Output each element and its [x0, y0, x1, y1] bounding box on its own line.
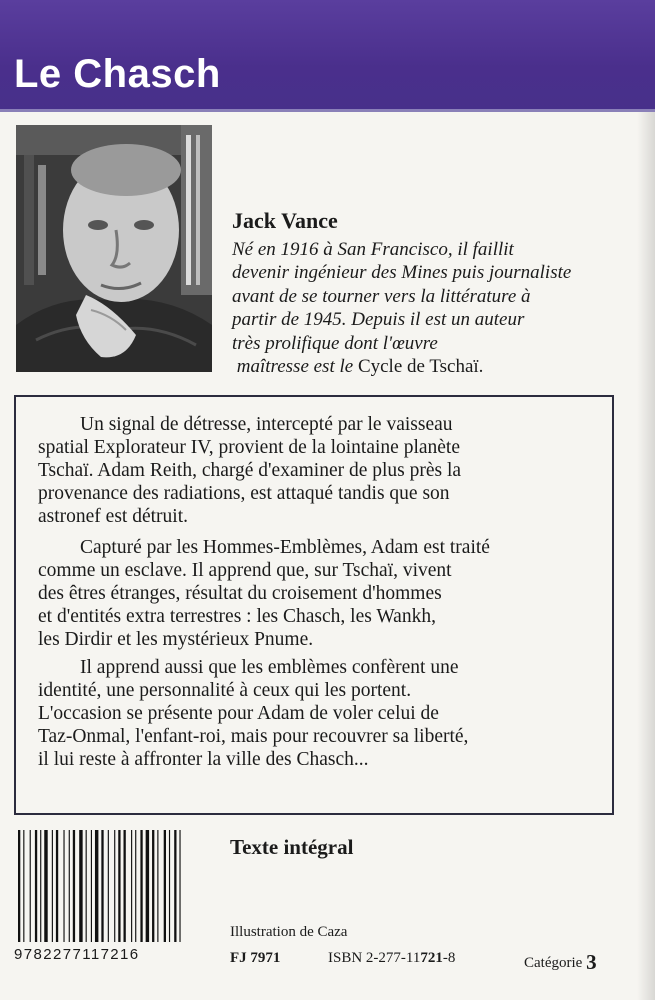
summary-line: identité, une personnalité à ceux qui les portent. [38, 680, 412, 701]
barcode-bar [152, 830, 154, 942]
summary-line: astronef est détruit. [38, 506, 188, 527]
category-value: 3 [586, 950, 597, 974]
barcode [16, 830, 204, 948]
summary-line: il lui reste à affronter la ville des Chasch... [38, 749, 369, 770]
barcode-bar [124, 830, 126, 942]
summary-line: Un signal de détresse, intercepté par le vaisseau [80, 414, 453, 435]
bio-line: devenir ingénieur des Mines puis journaliste [232, 262, 572, 284]
isbn-prefix: ISBN 2-277-11 [328, 950, 421, 966]
barcode-bar [79, 830, 82, 942]
barcode-bar [114, 830, 115, 942]
cycle-title: Cycle de Tschaï. [357, 356, 484, 378]
summary-paragraph-2 [38, 536, 600, 651]
barcode-bar [44, 830, 47, 942]
barcode-bar [135, 830, 136, 942]
barcode-bar [174, 830, 176, 942]
bio-line: très prolifique dont l'œuvre [232, 332, 438, 354]
summary-paragraph-3 [38, 656, 600, 771]
book-title: Le Chasch [14, 52, 221, 96]
illustration-credit: Illustration de Caza [230, 924, 348, 940]
barcode-bar [35, 830, 37, 942]
page-shadow [637, 112, 655, 1000]
summary-line: comme un esclave. Il apprend que, sur Tschaï, vivent [38, 560, 452, 581]
barcode-bar [18, 830, 20, 942]
isbn-suffix: -8 [442, 950, 456, 966]
summary-line: L'occasion se présente pour Adam de voler celui de [38, 703, 439, 724]
summary-line: Il apprend aussi que les emblèmes confèrent une [80, 657, 459, 678]
barcode-bar [118, 830, 120, 942]
title-band [0, 0, 655, 112]
summary-line: spatial Explorateur IV, provient de la lointaine planète [38, 437, 461, 458]
summary-paragraph-1 [38, 413, 600, 528]
bio-last-prefix: maîtresse est le [236, 356, 358, 378]
barcode-bar [91, 830, 92, 942]
bio-line [232, 355, 642, 378]
barcode-bar [30, 830, 31, 942]
summary-line: des êtres étranges, résultat du croisement d'hommes [38, 583, 442, 604]
bio-line: avant de se tourner vers la littérature à [232, 285, 531, 307]
barcode-bar [157, 830, 158, 942]
barcode-bar [73, 830, 75, 942]
integral-text-label: Texte intégral [230, 835, 354, 859]
barcode-bar [164, 830, 166, 942]
summary-line: les Dirdir et les mystérieux Pnume. [38, 629, 314, 650]
barcode-bar [40, 830, 41, 942]
bio-line: Né en 1916 à San Francisco, il faillit [232, 239, 514, 260]
catalog-code: FJ 7971 [230, 950, 281, 966]
isbn [328, 950, 455, 967]
category-label: Catégorie [524, 955, 587, 971]
author-name: Jack Vance [232, 208, 338, 233]
summary-line: Capturé par les Hommes-Emblèmes, Adam est traité [80, 537, 490, 558]
barcode-bar [69, 830, 70, 942]
barcode-bar [56, 830, 58, 942]
barcode-bar [140, 830, 142, 942]
barcode-bar [52, 830, 53, 942]
barcode-bar [108, 830, 109, 942]
summary-box [14, 395, 614, 815]
barcode-bar [179, 830, 180, 942]
author-portrait-image [16, 125, 212, 372]
author-bio [232, 238, 642, 378]
summary-line: provenance des radiations, est attaqué tandis que son [38, 483, 450, 504]
barcode-bar [86, 830, 87, 942]
barcode-bar [146, 830, 149, 942]
barcode-bar [169, 830, 170, 942]
summary-line: Tschaï. Adam Reith, chargé d'examiner de plus près la [38, 460, 462, 481]
author-photo [16, 125, 212, 372]
barcode-digits: 9782277117216 [14, 946, 140, 963]
summary-line: Taz-Onmal, l'enfant-roi, mais pour recouvrer sa liberté, [38, 726, 469, 747]
bio-line: partir de 1945. Depuis il est un auteur [232, 309, 525, 331]
summary-line: et d'entités extra terrestres : les Chasch, les Wankh, [38, 606, 436, 627]
barcode-bar [63, 830, 64, 942]
barcode-bar [23, 830, 24, 942]
barcode-bar [95, 830, 98, 942]
barcode-bar [131, 830, 132, 942]
category [524, 950, 597, 975]
isbn-bold: 721 [420, 950, 443, 966]
barcode-bar [101, 830, 103, 942]
